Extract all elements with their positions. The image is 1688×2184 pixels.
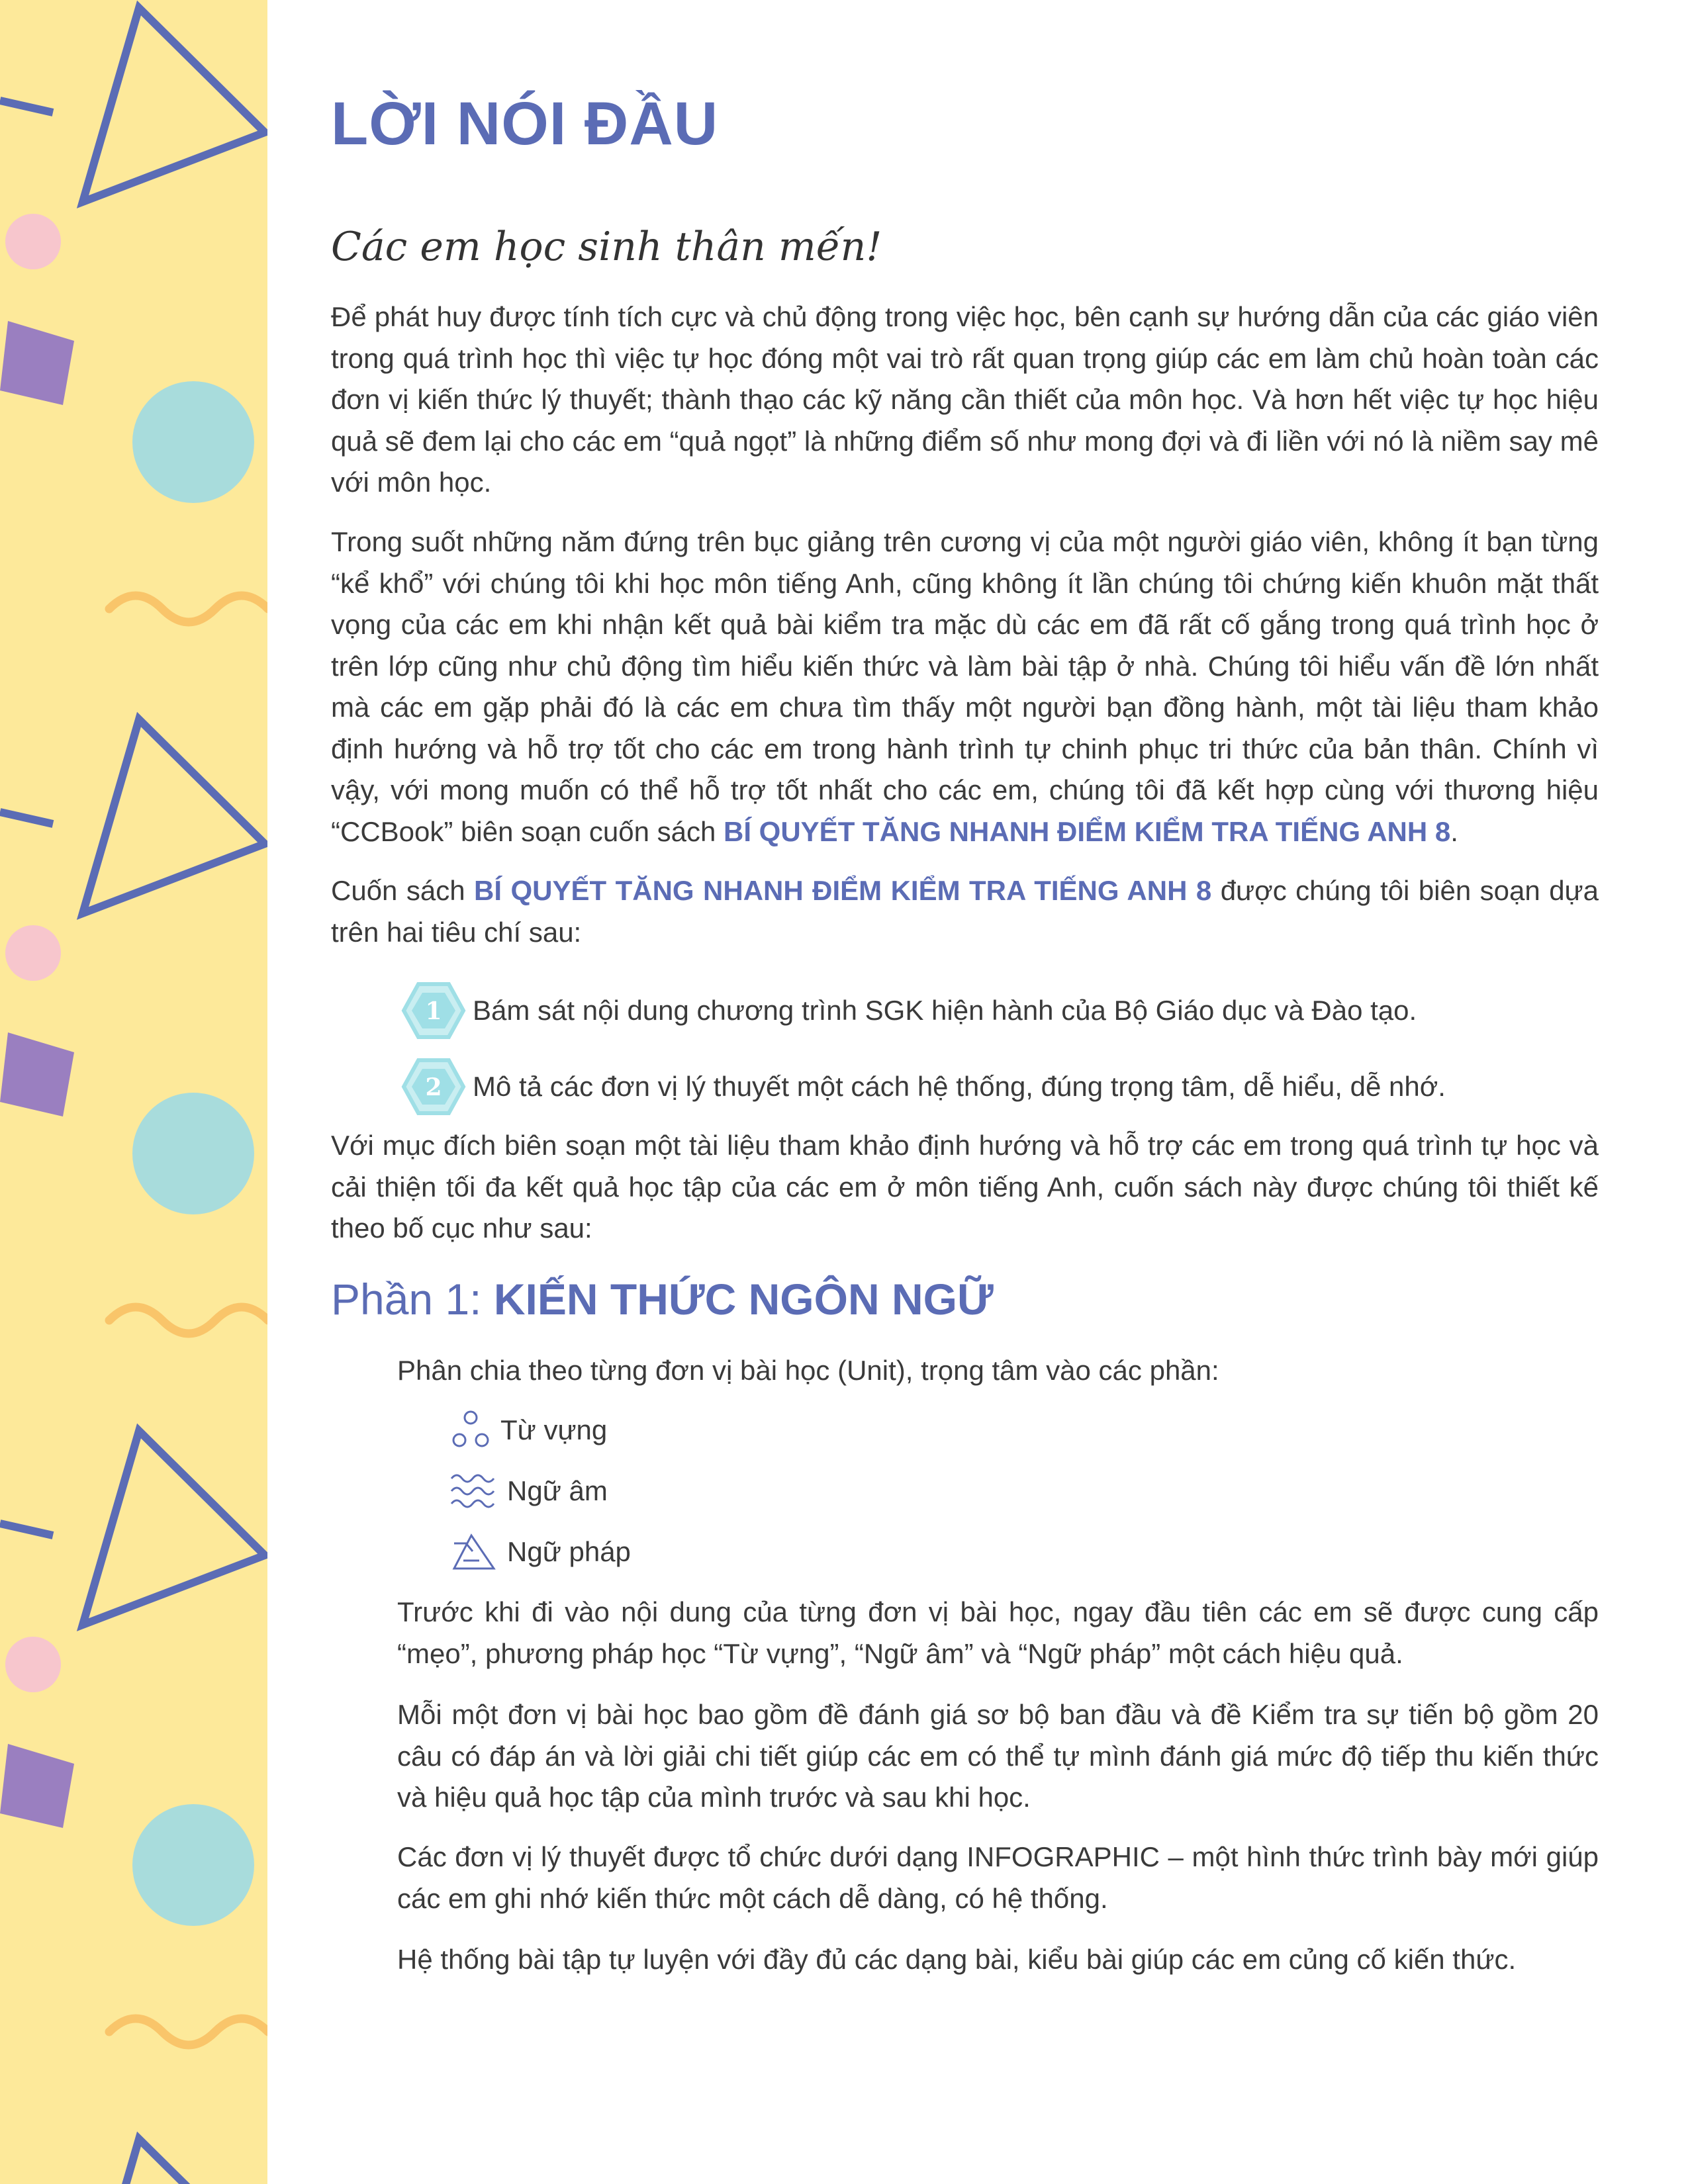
section-paragraph-2: Mỗi một đơn vị bài học bao gồm đề đánh giá sơ bộ ban đầu và đề Kiểm tra sự tiến bộ gồm 20 câu có đáp án và lời giải chi tiết giúp các em có thể tự mình đánh giá mức độ tiếp thu kiến thức và hiệu quả học tập của mình trước và sau khi học. [397, 1699, 1599, 1813]
section-paragraph-1: Trước khi đi vào nội dung của từng đơn vị bài học, ngay đầu tiên các em sẽ được cung cấp “mẹo”, phương pháp học “Từ vựng”, “Ngữ âm” và “Ngữ pháp” một cách hiệu quả. [397, 1596, 1599, 1669]
circles-icon [450, 1410, 491, 1451]
paragraph-2 [331, 522, 1599, 852]
greeting: Các em học sinh thân mến! [331, 224, 882, 270]
paragraph-1: Để phát huy được tính tích cực và chủ động trong việc học, bên cạnh sự hướng dẫn của các giáo viên trong quá trình học thì việc tự học đóng một vai trò rất quan trọng giúp các em làm chủ hoàn toàn các đơn vị kiến thức lý thuyết; thành thạo các kỹ năng cần thiết của môn học. Và hơn hết việc tự học hiệu quả sẽ đem lại cho các em “quả ngọt” là những điểm số như mong đợi và đi liền với nó là niềm say mê với môn học. [331, 301, 1599, 498]
section-name: KIẾN THỨC NGÔN NGỮ [493, 1275, 994, 1324]
section-intro: Phân chia theo từng đơn vị bài học (Unit), trọng tâm vào các phần: [397, 1355, 1219, 1386]
criterion-2 [397, 1057, 1446, 1116]
pink-circle [5, 214, 61, 269]
section-number: Phần 1: [331, 1275, 482, 1324]
book-title-highlight: BÍ QUYẾT TĂNG NHANH ĐIỂM KIỂM TRA TIẾNG ANH 8 [724, 815, 1451, 847]
section-paragraph-3: Các đơn vị lý thuyết được tổ chức dưới dạng INFOGRAPHIC – một hình thức trình bày mới giúp các em ghi nhớ kiến thức một cách dễ dàng, có hệ thống. [397, 1841, 1599, 1914]
book-title-highlight: BÍ QUYẾT TĂNG NHANH ĐIỂM KIỂM TRA TIẾNG ANH 8 [474, 875, 1212, 906]
topic-grammar [450, 1531, 631, 1572]
section-heading [331, 1274, 994, 1324]
teal-circle [132, 1093, 254, 1214]
topic-label: Từ vựng [500, 1414, 608, 1445]
paragraph-2-end: . [1450, 815, 1458, 847]
topic-label: Ngữ pháp [507, 1536, 631, 1567]
page-title: LỜI NÓI ĐẦU [331, 90, 719, 158]
criterion-2-text: Mô tả các đơn vị lý thuyết một cách hệ thống, đúng trọng tâm, dễ hiểu, dễ nhớ. [473, 1071, 1446, 1102]
waves-icon [450, 1471, 498, 1512]
svg-text:2: 2 [425, 1073, 442, 1101]
svg-text:1: 1 [425, 997, 442, 1025]
pink-circle [5, 1637, 61, 1692]
pink-circle [5, 925, 61, 981]
teal-circle [132, 381, 254, 503]
paragraph-3 [331, 870, 1599, 953]
paragraph-3-start: Cuốn sách [331, 875, 465, 906]
hexagon-number-icon [397, 981, 470, 1040]
paragraph-2-text: Trong suốt những năm đứng trên bục giảng trên cương vị của một người giáo viên, không ít bạn từng “kể khổ” với chúng tôi khi học môn tiếng Anh, cũng không ít lần chúng tôi chứng kiến khuôn mặt thất vọng của các em khi nhận kết quả bài kiểm tra mặc dù các em đã rất cố gắng trong quá trình học ở trên lớp cũng như chủ động tìm hiểu kiến thức và làm bài tập ở nhà. Chúng tôi hiểu vấn đề lớn nhất mà các em gặp phải đó là các em chưa tìm thấy một người bạn đồng hành, một tài liệu tham khảo định hướng và hỗ trợ tốt cho các em trong hành trình tự chinh phục tri thức của bản thân. Chính vì vậy, với mong muốn có thể hỗ trợ tốt nhất cho các em, chúng tôi đã kết hợp cùng với thương hiệu “CCBook” biên soạn cuốn sách [331, 526, 1599, 847]
criterion-1 [397, 981, 1417, 1040]
teal-circle [132, 1804, 254, 1926]
triangle-book-icon [450, 1531, 498, 1572]
topic-phonetics [450, 1471, 608, 1512]
decorative-sidebar [0, 0, 267, 2184]
topic-label: Ngữ âm [507, 1475, 608, 1506]
section-paragraph-4: Hệ thống bài tập tự luyện với đầy đủ các dạng bài, kiểu bài giúp các em củng cố kiến thức. [397, 1944, 1517, 1975]
paragraph-3-end: được chúng tôi biên soạn dựa trên hai tiêu chí sau: [331, 875, 1599, 948]
topic-vocabulary [450, 1410, 607, 1451]
paragraph-4: Với mục đích biên soạn một tài liệu tham khảo định hướng và hỗ trợ các em trong quá trình tự học và cải thiện tối đa kết quả học tập của các em ở môn tiếng Anh, cuốn sách này được chúng tôi thiết kế theo bố cục như sau: [331, 1130, 1599, 1244]
criterion-1-text: Bám sát nội dung chương trình SGK hiện hành của Bộ Giáo dục và Đào tạo. [473, 995, 1417, 1026]
hexagon-number-icon [397, 1057, 470, 1116]
